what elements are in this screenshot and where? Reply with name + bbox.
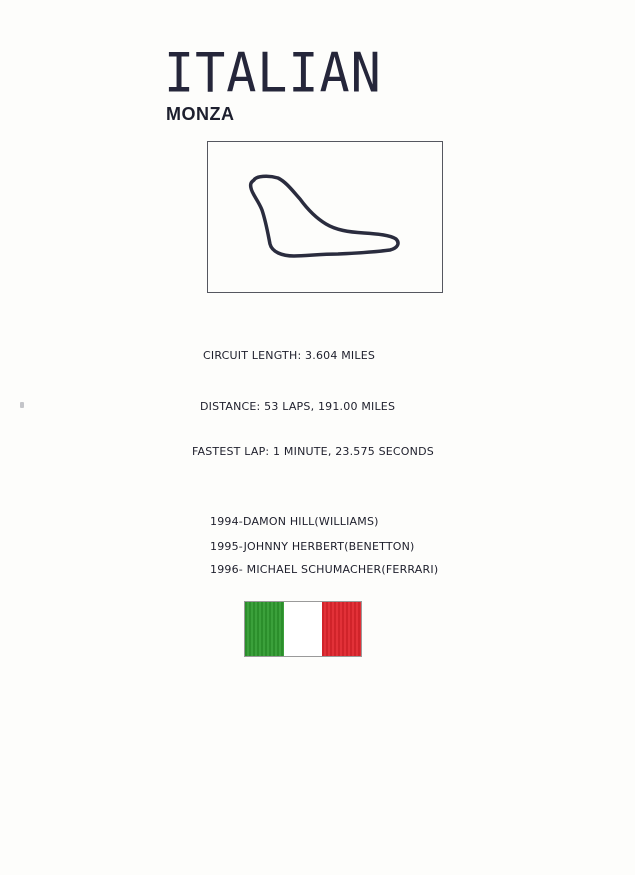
flag-white-stripe: [284, 602, 323, 656]
winner-1996: 1996- MICHAEL SCHUMACHER(FERRARI): [210, 563, 439, 576]
circuit-map-frame: [207, 141, 443, 293]
winner-1994: 1994-DAMON HILL(WILLIAMS): [210, 515, 379, 528]
winner-1995: 1995-JOHNNY HERBERT(BENETTON): [210, 540, 415, 553]
paper-mark: [20, 402, 24, 408]
page-subtitle: MONZA: [166, 104, 235, 124]
flag-red-stripe: [322, 602, 361, 656]
flag-green-stripe: [245, 602, 284, 656]
page-title: ITALIAN: [164, 41, 382, 105]
monza-circuit-outline-icon: [208, 142, 444, 294]
italian-flag-icon: [244, 601, 362, 657]
race-distance-text: DISTANCE: 53 LAPS, 191.00 MILES: [200, 400, 396, 413]
circuit-length-text: CIRCUIT LENGTH: 3.604 MILES: [203, 349, 376, 362]
fastest-lap-text: FASTEST LAP: 1 MINUTE, 23.575 SECONDS: [192, 445, 434, 458]
